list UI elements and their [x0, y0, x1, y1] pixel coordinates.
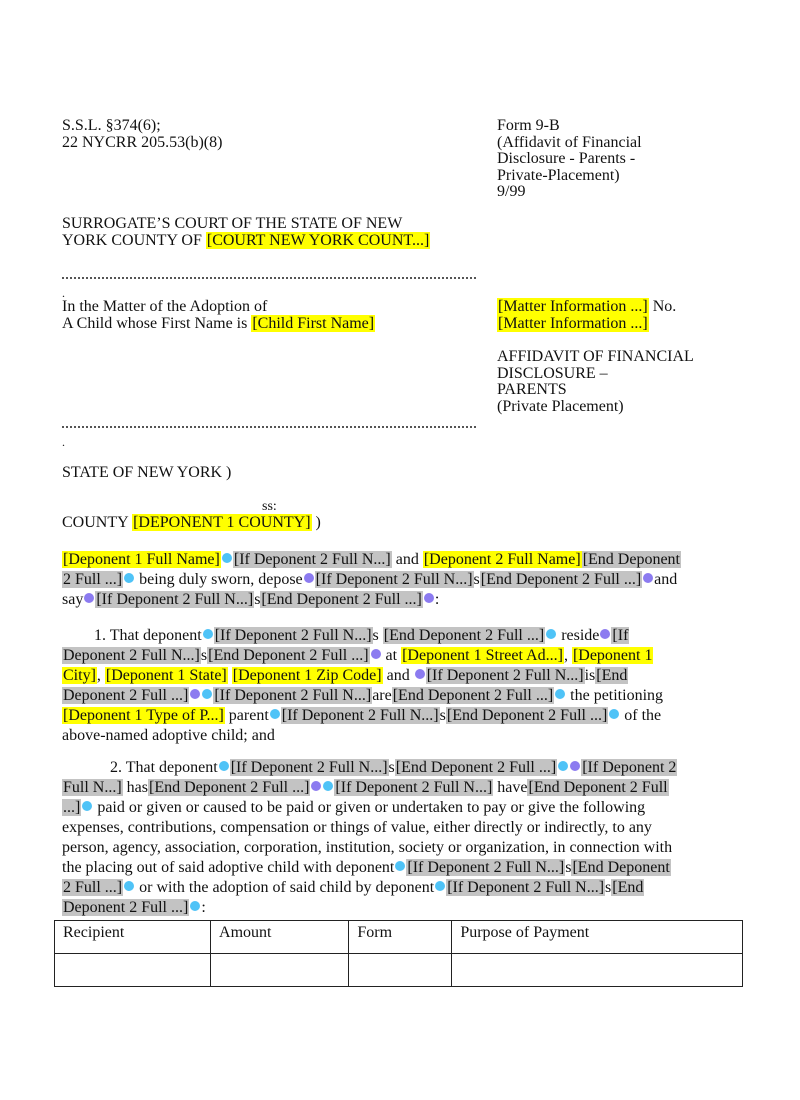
if-deponent-2-field[interactable]: [If Deponent 2 Full N...] — [230, 759, 388, 776]
condition-marker-icon — [643, 573, 653, 583]
if-deponent-2-field[interactable]: [If Deponent 2 — [582, 759, 677, 776]
table-header-row — [55, 921, 743, 954]
header-amount: Amount — [211, 921, 349, 954]
p1-line-2: Deponent 2 Full N...]s[End Deponent 2 Full ...] at [Deponent 1 Street Ad...], [Deponent 1 — [63, 647, 653, 664]
condition-marker-icon — [84, 593, 94, 603]
end-deponent-2-field[interactable]: [End Deponent 2 Full ...] — [446, 707, 608, 724]
statute-line-2: 22 NYCRR 205.53(b)(8) — [62, 133, 223, 151]
if-deponent-2-field[interactable]: [If Deponent 2 Full N...] — [233, 551, 391, 568]
matter-number-block — [497, 299, 676, 332]
if-deponent-2-field[interactable]: [If Deponent 2 Full N...] — [96, 591, 254, 608]
court-line-2: YORK COUNTY OF [COURT NEW YORK COUNT...] — [62, 231, 430, 249]
end-deponent-2-field[interactable]: [End — [612, 879, 644, 896]
if-deponent-2-field-cont[interactable]: Full N...] — [63, 779, 122, 796]
end-deponent-2-field[interactable]: [End Deponent — [582, 551, 680, 568]
end-deponent-2-field-cont[interactable]: 2 Full ...] — [63, 879, 123, 896]
form-number: Form 9-B — [497, 117, 560, 134]
p2-line-2: Full N...] has[End Deponent 2 Full ...] [If Deponent 2 Full N...] have[End Deponent 2 Full — [63, 779, 668, 796]
header-recipient: Recipient — [55, 921, 211, 954]
deponent-2-name-field[interactable]: [Deponent 2 Full Name] — [423, 551, 581, 568]
form-title-line-2: Disclosure - Parents - — [497, 150, 636, 167]
condition-marker-icon — [219, 761, 229, 771]
p2-line-4: expenses, contributions, compensation or things of value, either directly or indirectly, to any — [62, 819, 652, 836]
matter-number-line: [Matter Information ...] No. — [498, 298, 677, 315]
end-deponent-2-field[interactable]: [End — [596, 667, 628, 684]
condition-marker-icon — [435, 881, 445, 891]
header-form: Form — [349, 921, 452, 954]
end-deponent-2-field[interactable]: [End Deponent 2 Full ...] — [480, 571, 642, 588]
condition-marker-icon — [190, 689, 200, 699]
affidavit-title — [497, 349, 694, 415]
court-county-field[interactable]: [COURT NEW YORK COUNT...] — [206, 231, 430, 249]
court-caption — [62, 216, 430, 249]
affidavit-title-line-4: (Private Placement) — [497, 397, 624, 415]
condition-marker-icon — [570, 761, 580, 771]
end-deponent-2-field[interactable]: [End Deponent 2 Full ...] — [383, 627, 545, 644]
affidavit-title-line-3: PARENTS — [497, 381, 567, 398]
p2-line-6: the placing out of said adoptive child with deponent [If Deponent 2 Full N...]s[End Deponent — [62, 859, 670, 876]
affidavit-title-line-2: DISCLOSURE – — [497, 364, 608, 382]
payments-table — [54, 920, 743, 987]
dot-leader: . — [62, 286, 65, 300]
table-row — [55, 954, 743, 987]
end-deponent-2-field-cont[interactable]: 2 Full ...] — [63, 571, 123, 588]
statute-citation — [62, 118, 222, 151]
p1-line-6: above-named adoptive child; and — [62, 727, 275, 744]
deponent-1-street-field[interactable]: [Deponent 1 Street Ad...] — [402, 647, 563, 664]
condition-marker-icon — [311, 781, 321, 791]
condition-marker-icon — [203, 629, 213, 639]
child-first-name-field[interactable]: [Child First Name] — [252, 314, 375, 332]
end-deponent-2-field[interactable]: [End Deponent 2 Full ...] — [392, 687, 554, 704]
if-deponent-2-field[interactable]: [If Deponent 2 Full N...] — [335, 779, 493, 796]
venue-ss: ss: — [262, 499, 277, 514]
end-deponent-2-field[interactable]: [End Deponent 2 Full — [528, 779, 668, 796]
if-deponent-2-field[interactable]: [If Deponent 2 Full N...] — [447, 879, 605, 896]
condition-marker-icon — [124, 573, 134, 583]
p1-line-1: 1. That deponent [If Deponent 2 Full N...]s [End Deponent 2 Full ...] reside [If — [94, 627, 629, 644]
if-deponent-2-field[interactable]: [If — [612, 627, 629, 644]
condition-marker-icon — [190, 901, 200, 911]
recipient-cell[interactable] — [55, 954, 211, 987]
condition-marker-icon — [304, 573, 314, 583]
if-deponent-2-field[interactable]: [If Deponent 2 Full N...] — [281, 707, 439, 724]
end-deponent-2-field[interactable]: [End Deponent 2 Full ...] — [208, 647, 369, 664]
condition-marker-icon — [424, 593, 434, 603]
amount-cell[interactable] — [211, 954, 349, 987]
end-deponent-2-field[interactable]: [End Deponent — [572, 859, 670, 876]
condition-marker-icon — [270, 709, 280, 719]
matter-line-1: In the Matter of the Adoption of — [62, 298, 268, 315]
affidavit-title-line-1: AFFIDAVIT OF FINANCIAL — [497, 348, 694, 365]
if-deponent-2-field-cont[interactable]: Deponent 2 Full N...] — [63, 647, 200, 664]
condition-marker-icon — [558, 761, 568, 771]
condition-marker-icon — [415, 669, 425, 679]
statute-line-1: S.S.L. §374(6); — [62, 117, 161, 134]
dot-leader-2: . — [62, 435, 65, 449]
if-deponent-2-field[interactable]: [If Deponent 2 Full N...] — [315, 571, 473, 588]
form-cell[interactable] — [349, 954, 452, 987]
header-purpose: Purpose of Payment — [452, 921, 743, 954]
matter-caption — [62, 299, 375, 332]
condition-marker-icon — [202, 689, 212, 699]
p2-line-5: person, agency, association, corporation, institution, society or organization, in connection with — [62, 839, 673, 856]
venue-county: COUNTY [DEPONENT 1 COUNTY] ) — [62, 514, 321, 531]
if-deponent-2-field[interactable]: [If Deponent 2 Full N...] — [426, 667, 584, 684]
p1-line-5: [Deponent 1 Type of P...] parent [If Deponent 2 Full N...]s[End Deponent 2 Full ...] of the — [63, 707, 662, 724]
p1-line-4: Deponent 2 Full ...] [If Deponent 2 Full N...]are[End Deponent 2 Full ...] the petitioning — [63, 687, 664, 704]
paragraph-1 — [62, 626, 752, 746]
condition-marker-icon — [124, 881, 134, 891]
form-identifier — [497, 118, 642, 201]
end-deponent-2-field-cont[interactable]: ...] — [63, 799, 81, 816]
matter-line-2: A Child whose First Name is [Child First Name] — [62, 314, 375, 332]
deponent-county-field[interactable]: [DEPONENT 1 COUNTY] — [133, 514, 311, 531]
if-deponent-2-field[interactable]: [If Deponent 2 Full N...] — [407, 859, 565, 876]
form-title-line-3: Private-Placement) — [497, 166, 620, 184]
if-deponent-2-field[interactable]: [If Deponent 2 Full N...] — [214, 687, 372, 704]
condition-marker-icon — [82, 801, 92, 811]
caption-divider-top — [62, 277, 476, 279]
end-deponent-2-field-cont[interactable]: Deponent 2 Full ...] — [63, 899, 189, 916]
matter-number-line-2 — [497, 316, 676, 333]
p2-line-1: 2. That deponent [If Deponent 2 Full N...]s[End Deponent 2 Full ...] [If Deponent 2 — [110, 759, 677, 776]
deponent-1-name-field[interactable]: [Deponent 1 Full Name] — [63, 551, 220, 568]
matter-info-field-2[interactable]: [Matter Information ...] — [498, 314, 648, 332]
condition-marker-icon — [371, 649, 381, 659]
opening-line-2: 2 Full ...] being duly sworn, depose [If Deponent 2 Full N...]s[End Deponent 2 Full ...] and — [63, 571, 678, 588]
court-line-1: SURROGATE’S COURT OF THE STATE OF NEW — [62, 215, 403, 232]
end-deponent-2-field-cont[interactable]: Deponent 2 Full ...] — [63, 687, 189, 704]
p2-line-3: ...] paid or given or caused to be paid or given or undertaken to pay or give the following — [63, 799, 646, 816]
p2-line-7: 2 Full ...] or with the adoption of said child by deponent [If Deponent 2 Full N...]s[End — [63, 879, 644, 896]
opening-line-3: say [If Deponent 2 Full N...]s[End Deponent 2 Full ...] : — [62, 591, 440, 608]
form-title-line-1: (Affidavit of Financial — [497, 133, 642, 151]
if-deponent-2-field[interactable]: [If Deponent 2 Full N...] — [214, 627, 372, 644]
end-deponent-2-field[interactable]: [End Deponent 2 Full ...] — [261, 591, 422, 608]
purpose-cell[interactable] — [452, 954, 743, 987]
end-deponent-2-field[interactable]: [End Deponent 2 Full ...] — [149, 779, 310, 796]
deponent-1-city-field[interactable]: [Deponent 1 — [572, 647, 653, 664]
deponent-1-city-field-cont[interactable]: City] — [63, 667, 96, 684]
opening-paragraph — [62, 550, 752, 610]
condition-marker-icon — [609, 709, 619, 719]
condition-marker-icon — [555, 689, 565, 699]
form-date: 9/99 — [497, 183, 526, 200]
venue-state: STATE OF NEW YORK ) — [62, 464, 232, 481]
matter-info-field-1[interactable]: [Matter Information ...] — [498, 298, 648, 315]
condition-marker-icon — [600, 629, 610, 639]
caption-divider-bottom — [62, 426, 476, 428]
deponent-1-type-field[interactable]: [Deponent 1 Type of P...] — [63, 707, 224, 724]
opening-line-1: [Deponent 1 Full Name] [If Deponent 2 Full N...] and [Deponent 2 Full Name] [End Deponent — [63, 551, 680, 568]
p1-line-3: City], [Deponent 1 State] [Deponent 1 Zip Code] and [If Deponent 2 Full N...]is[End — [63, 667, 628, 684]
condition-marker-icon — [222, 553, 232, 563]
p2-line-8: Deponent 2 Full ...] : — [63, 899, 206, 916]
condition-marker-icon — [395, 861, 405, 871]
condition-marker-icon — [546, 629, 556, 639]
condition-marker-icon — [323, 781, 333, 791]
deponent-1-state-field[interactable]: [Deponent 1 State] — [105, 667, 227, 684]
end-deponent-2-field[interactable]: [End Deponent 2 Full ...] — [395, 759, 557, 776]
paragraph-2 — [62, 758, 752, 918]
deponent-1-zip-field[interactable]: [Deponent 1 Zip Code] — [232, 667, 382, 684]
